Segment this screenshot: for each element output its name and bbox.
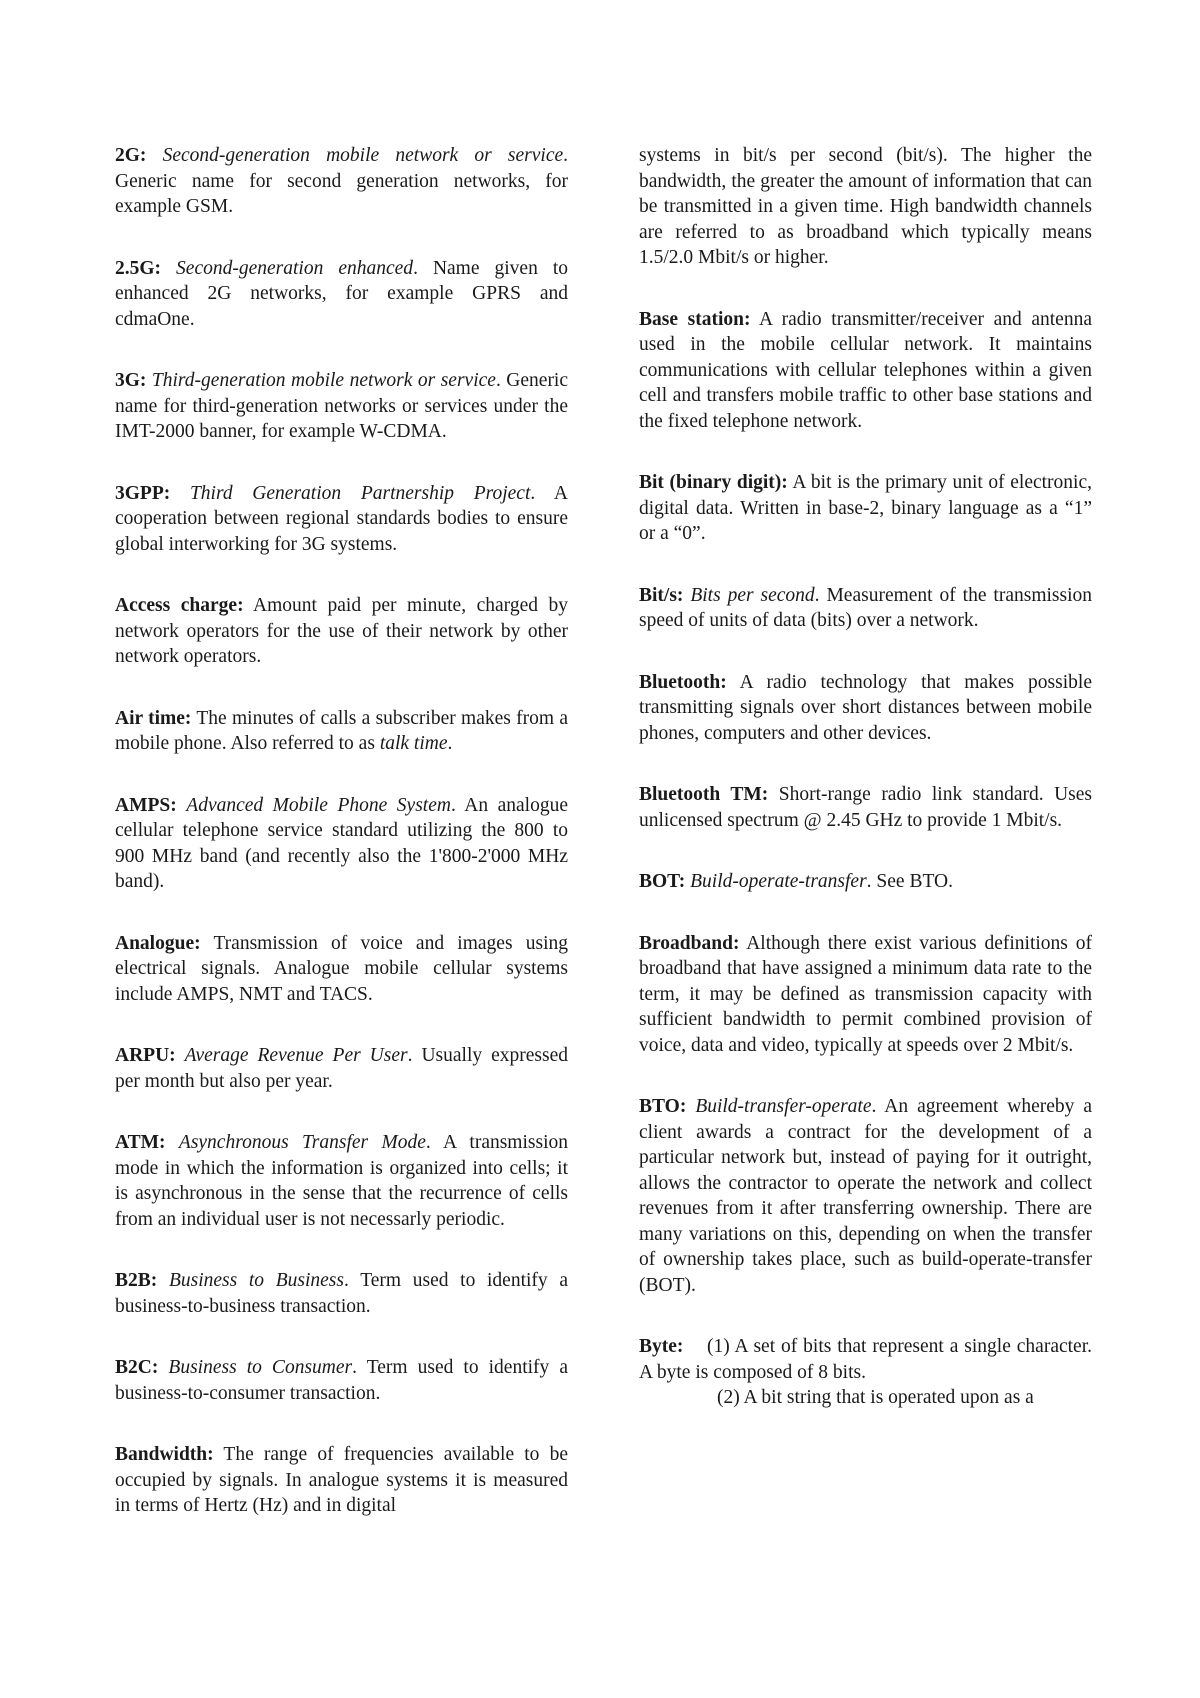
glossary-entry-bandwidth bbox=[115, 1442, 568, 1519]
left-column bbox=[115, 143, 568, 1555]
glossary-expansion: Business to Consumer bbox=[168, 1357, 353, 1378]
glossary-entry-bto bbox=[639, 1094, 1092, 1298]
glossary-entry-b2c bbox=[115, 1355, 568, 1406]
glossary-entry-byte bbox=[639, 1334, 1092, 1411]
glossary-definition: . Term used to identify a business-to-consumer transaction. bbox=[115, 1357, 568, 1404]
glossary-entry-arpu bbox=[115, 1043, 568, 1094]
glossary-term: 3GPP: bbox=[115, 482, 171, 504]
glossary-expansion: Third Generation Partnership Project bbox=[189, 482, 531, 504]
glossary-definition: Although there exist various definitions of broadband that have assigned a minimum data rate to the term, it may be defined as transmission capacity with sufficient bandwidth to permit combined provision of voice, data and video, typically at speeds over 2 Mbit/s. bbox=[639, 932, 1092, 1056]
glossary-entry-3gpp bbox=[115, 481, 568, 558]
glossary-entry-b2b bbox=[115, 1268, 568, 1319]
glossary-term: ARPU: bbox=[115, 1045, 176, 1066]
glossary-term: B2B: bbox=[115, 1270, 158, 1291]
glossary-entry-base-station bbox=[639, 307, 1092, 435]
glossary-entry-bit-s bbox=[639, 583, 1092, 634]
glossary-definition: A radio technology that makes possible transmitting signals over short distances between mobile phones, computers and other devices. bbox=[639, 671, 1092, 744]
glossary-definition: . Generic name for third-generation networks or services under the IMT-2000 banner, for example W-CDMA. bbox=[115, 370, 569, 442]
glossary-definition: A radio transmitter/receiver and antenna used in the mobile cellular network. It maintains communications with cellular telephones within a given cell and transfers mobile traffic to other base stations and the fixed telephone network. bbox=[639, 308, 1092, 432]
glossary-expansion: Build-operate-transfer bbox=[690, 871, 867, 892]
glossary-definition: . An agreement whereby a client awards a contract for the development of a particular network but, instead of paying for it outright, allows the contractor to operate the network and collect revenues from it after transferring ownership. There are many variations on this, depending on when the transfer of ownership takes place, such as build-operate-transfer (BOT). bbox=[639, 1096, 1093, 1296]
glossary-definition: . An analogue cellular telephone service standard utilizing the 800 to 900 MHz band (and recently also the 1'800-2'000 MHz band). bbox=[115, 794, 569, 892]
glossary-entry-analogue bbox=[115, 931, 568, 1008]
glossary-term: 2.5G: bbox=[115, 257, 162, 279]
glossary-expansion: Second-generation enhanced bbox=[176, 257, 414, 279]
glossary-definition: Short-range radio link standard. Uses unlicensed spectrum @ 2.45 GHz to provide 1 Mbit/s. bbox=[639, 784, 1093, 831]
glossary-entry-bluetooth-tm bbox=[639, 782, 1092, 833]
glossary-definition: The minutes of calls a subscriber makes from a mobile phone. Also referred to as bbox=[115, 707, 569, 754]
glossary-expansion: Third-generation mobile network or service bbox=[151, 370, 496, 391]
glossary-term: Bluetooth TM: bbox=[639, 784, 769, 805]
glossary-definition: Transmission of voice and images using electrical signals. Analogue mobile cellular systems include AMPS, NMT and TACS. bbox=[115, 932, 568, 1005]
glossary-entry-atm bbox=[115, 1130, 568, 1232]
glossary-expansion: Average Revenue Per User bbox=[184, 1045, 408, 1066]
glossary-expansion: Build-transfer-operate bbox=[695, 1096, 872, 1117]
glossary-term: Bit (binary digit): bbox=[639, 472, 788, 493]
glossary-definition: . A transmission mode in which the information is organized into cells; it is asynchronous in the sense that the recurrence of cells from an individual user is not necessarly periodic. bbox=[115, 1132, 568, 1230]
glossary-term: 2G: bbox=[115, 145, 147, 166]
glossary-term: BOT: bbox=[639, 871, 686, 892]
glossary-term: B2C: bbox=[115, 1357, 159, 1378]
glossary-term: Air time: bbox=[115, 707, 192, 729]
right-column bbox=[639, 143, 1092, 1447]
glossary-definition: Amount paid per minute, charged by network operators for the use of their network by other network operators. bbox=[115, 595, 569, 667]
glossary-term: Byte: bbox=[639, 1336, 684, 1357]
glossary-definition: . Term used to identify a business-to-business transaction. bbox=[115, 1270, 568, 1317]
glossary-term: Bluetooth: bbox=[639, 671, 727, 693]
glossary-term: AMPS: bbox=[115, 794, 177, 816]
glossary-entry-bluetooth bbox=[639, 670, 1092, 747]
glossary-definition: . Name given to enhanced 2G networks, for example GPRS and cdmaOne. bbox=[115, 257, 568, 330]
glossary-entry-air-time bbox=[115, 706, 568, 757]
glossary-definition: . Generic name for second generation networks, for example GSM. bbox=[115, 145, 568, 217]
glossary-expansion: Business to Business bbox=[168, 1270, 344, 1291]
glossary-term: Access charge: bbox=[115, 595, 244, 616]
glossary-expansion: Second-generation mobile network or service bbox=[162, 145, 564, 166]
glossary-entry-2g bbox=[115, 143, 568, 220]
glossary-definition: . Measurement of the transmission speed of units of data (bits) over a network. bbox=[639, 584, 1093, 631]
glossary-definition: A bit is the primary unit of electronic, digital data. Written in base-2, binary language as a “1” or a “0”. bbox=[639, 472, 1092, 544]
glossary-definition: . Usually expressed per month but also per year. bbox=[115, 1045, 568, 1092]
glossary-definition: . See BTO. bbox=[866, 871, 953, 892]
glossary-expansion: Asynchronous Transfer Mode bbox=[178, 1132, 426, 1153]
glossary-entry-amps bbox=[115, 793, 568, 895]
glossary-term: Bit/s: bbox=[639, 584, 684, 606]
glossary-definition: (1) A set of bits that represent a single character. A byte is composed of 8 bits. bbox=[639, 1336, 1092, 1383]
glossary-term: 3G: bbox=[115, 370, 147, 391]
glossary-definition: . A cooperation between regional standards bodies to ensure global interworking for 3G systems. bbox=[115, 482, 568, 555]
glossary-entry-access-charge bbox=[115, 593, 568, 670]
glossary-term: ATM: bbox=[115, 1132, 166, 1153]
glossary-expansion: Bits per second bbox=[690, 584, 815, 606]
glossary-term: Analogue: bbox=[115, 932, 201, 954]
glossary-entry-3g bbox=[115, 368, 568, 445]
glossary-expansion: Advanced Mobile Phone System bbox=[186, 794, 451, 816]
glossary-term: Bandwidth: bbox=[115, 1444, 214, 1465]
glossary-term: BTO: bbox=[639, 1096, 687, 1117]
glossary-entry-2-5g bbox=[115, 256, 568, 333]
glossary-emphasis: talk time bbox=[379, 733, 448, 754]
glossary-entry-bit-binary-digit bbox=[639, 470, 1092, 547]
glossary-term: Broadband: bbox=[639, 932, 740, 954]
glossary-definition-tail: . bbox=[447, 733, 453, 754]
glossary-entry-bot bbox=[639, 869, 1092, 895]
bandwidth-continuation: systems in bit/s per second (bit/s). The higher the bandwidth, the greater the amount of information that can be transmitted in a given time. High bandwidth channels are referred to as broadband which typically means 1.5/2.0 Mbit/s or higher. bbox=[639, 145, 1092, 268]
glossary-term: Base station: bbox=[639, 308, 751, 330]
glossary-definition-2: (2) A bit string that is operated upon as a bbox=[717, 1387, 1034, 1408]
glossary-definition: The range of frequencies available to be occupied by signals. In analogue systems it is measured in terms of Hertz (Hz) and in digital bbox=[115, 1444, 568, 1516]
glossary-entry-broadband bbox=[639, 931, 1092, 1059]
